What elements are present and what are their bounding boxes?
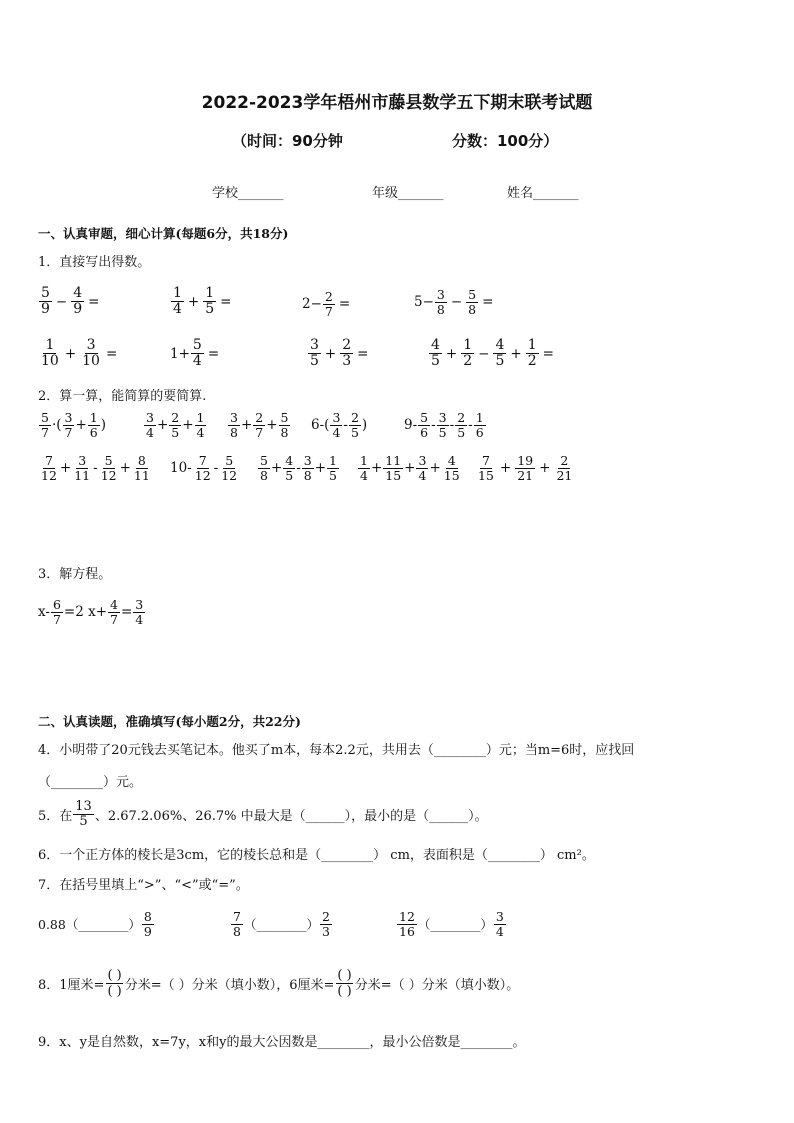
q8-fraction-blank-2[interactable]: ( ) ( )	[337, 968, 352, 999]
q1-expr-6: 1+ $\frac{5}{4}$ =	[170, 337, 220, 370]
exam-score: 分数：100分）	[452, 132, 559, 150]
grade-field[interactable]: 年级_______	[372, 186, 444, 201]
section1-heading: 一、认真审题，细心计算(每题6分，共18分)	[38, 226, 289, 241]
q7-compare-1: 0.88 （________） $\frac{8}{9}$	[38, 909, 152, 939]
question-9: 9．x、y是自然数，x=7y，x和y的最大公因数是________，最小公倍数是________。	[38, 1035, 526, 1050]
page-title: 2022-2023学年梧州市藤县数学五下期末联考试题	[201, 93, 593, 113]
q2-expr-1: $\frac{5}{7}$ ·( $\frac{3}{7}$ + $\frac{1}{6}$ )	[41, 410, 107, 440]
question-1: 1．直接写出得数。	[38, 255, 151, 270]
q3-equations: x- $\frac{6}{7}$ =2 x+ $\frac{4}{7}$ = $\frac{3}{4}$	[38, 597, 144, 627]
name-field[interactable]: 姓名_______	[507, 186, 579, 201]
question-2: 2．算一算，能简算的要简算.	[38, 389, 207, 404]
q2-expr-4: 6- ( $\frac{3}{4}$ - $\frac{2}{5}$ )	[311, 410, 368, 440]
q1-expr-5: $\frac{1}{10}$ + $\frac{3}{10}$ =	[41, 337, 118, 370]
q2-expr-7: 10- $\frac{7}{12}$ - $\frac{5}{12}$	[170, 453, 238, 483]
q2-expr-2: $\frac{3}{4}$ + $\frac{2}{5}$ + $\frac{1}{4}$	[146, 410, 205, 440]
section2-heading: 二、认真读题，准确填写(每小题2分，共22分)	[38, 714, 301, 729]
q7-blank-2[interactable]: （________）	[243, 917, 319, 933]
q1-expr-1: $\frac{5}{9}$ − $\frac{4}{9}$ =	[41, 285, 100, 318]
question-6: 6．一个正方体的棱长是3cm，它的棱长总和是（________） cm，表面积是（________） cm²。	[38, 848, 595, 863]
q2-expr-8: $\frac{5}{8}$ + $\frac{4}{5}$ - $\frac{3}{8}$ + $\frac{1}{5}$	[260, 453, 337, 483]
school-field[interactable]: 学校_______	[212, 186, 284, 201]
q2-expr-6: $\frac{7}{12}$ + $\frac{3}{11}$ - $\frac{5}{12}$ + $\frac{8}{11}$	[41, 453, 150, 483]
q2-expr-5: 9- $\frac{5}{6}$ - $\frac{3}{5}$ - $\frac{2}{5}$ - $\frac{1}{6}$	[404, 410, 484, 440]
question-4-line2: （________）元。	[38, 775, 143, 790]
q1-expr-4: 5− $\frac{3}{8}$ − $\frac{5}{8}$ =	[414, 287, 494, 317]
question-3: 3．解方程。	[38, 567, 112, 582]
q1-expr-8: $\frac{4}{5}$ + $\frac{1}{2}$ − $\frac{4}{5}$ + $\frac{1}{2}$ =	[431, 337, 554, 370]
question-4-line1: 4．小明带了20元钱去买笔记本。他买了m本，每本2.2元，共用去（________）元；当m=6时，应找回	[38, 743, 635, 758]
q2-expr-3: $\frac{3}{8}$ + $\frac{2}{7}$ + $\frac{5}{8}$	[230, 410, 289, 440]
question-8: 8．1厘米= ( ) ( ) 分米=（ ）分米（填小数），6厘米= ( ) ( ) 分米=（ ）分米（填小数）。	[38, 968, 520, 999]
q2-expr-9: $\frac{1}{4}$ + $\frac{11}{15}$ + $\frac{3}{4}$ + $\frac{4}{15}$	[360, 453, 460, 483]
q7-compare-2: $\frac{7}{8}$ （________） $\frac{2}{3}$	[233, 909, 330, 939]
q1-expr-7: $\frac{3}{5}$ + $\frac{2}{3}$ =	[310, 337, 369, 370]
q7-blank-1[interactable]: （________）	[65, 917, 141, 933]
question-7: 7．在括号里填上“>”、“<”或“=”。	[38, 878, 249, 893]
q1-expr-2: $\frac{1}{4}$ + $\frac{1}{5}$ =	[173, 285, 232, 318]
q7-blank-3[interactable]: （________）	[417, 917, 493, 933]
q7-compare-3: $\frac{12}{16}$ （________） $\frac{3}{4}$	[399, 909, 504, 939]
q8-fraction-blank-1[interactable]: ( ) ( )	[107, 968, 122, 999]
exam-time: （时间：90分钟	[232, 132, 343, 150]
question-5: 5．在 $\frac{13}{5}$ 、2.67.2.06%、26.7% 中最大是（______），最小的是（______）。	[38, 799, 488, 830]
q1-expr-3: 2− $\frac{2}{7}$ =	[302, 289, 351, 319]
q2-expr-10: $\frac{7}{15}$ + $\frac{19}{21}$ + $\frac{2}{21}$	[478, 453, 573, 483]
